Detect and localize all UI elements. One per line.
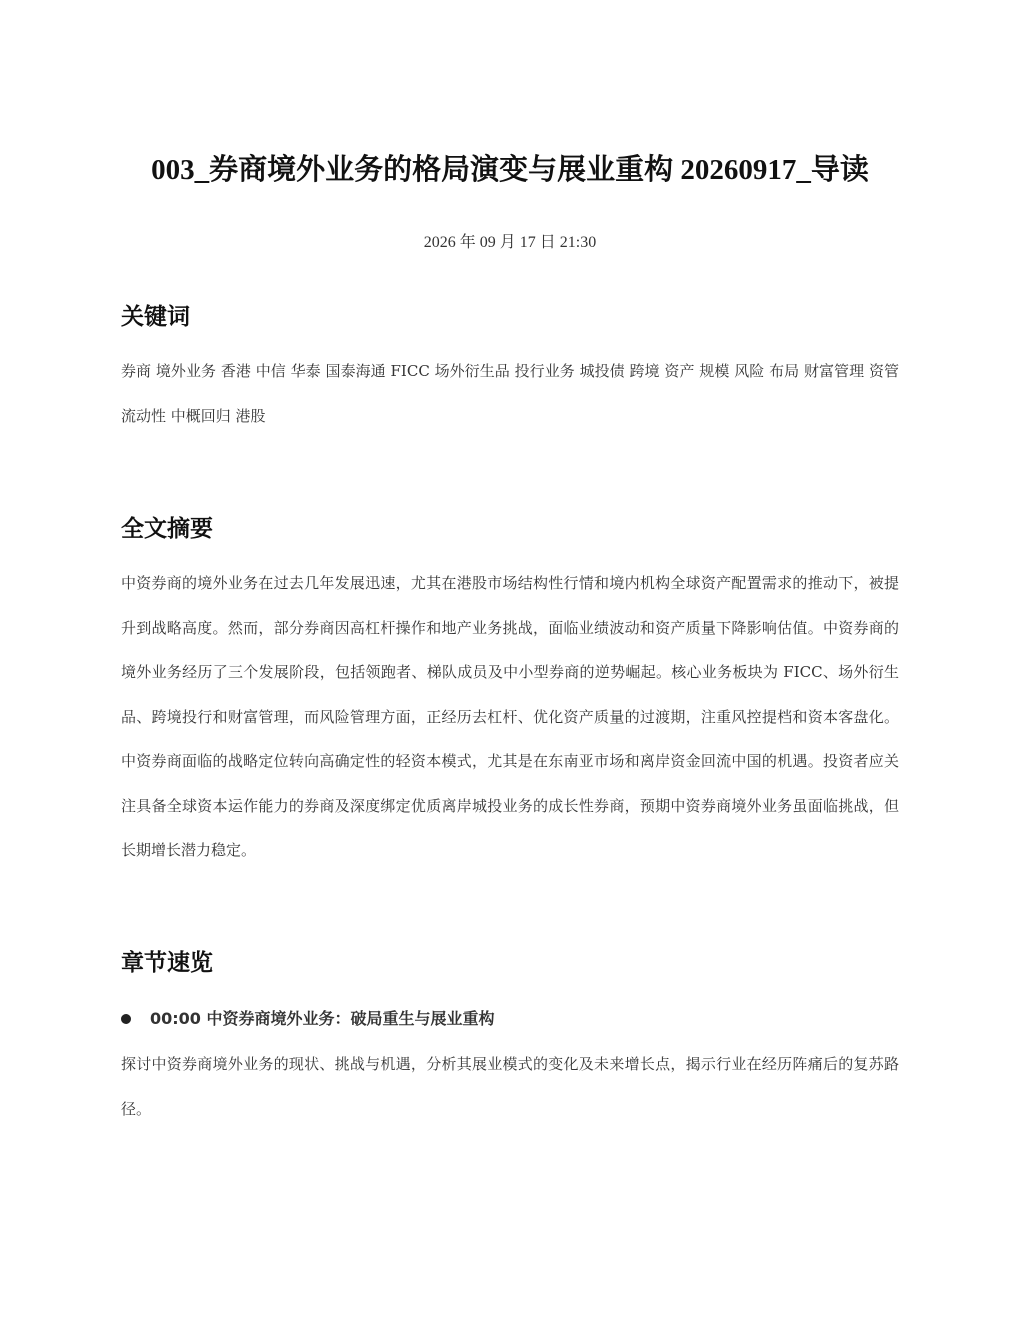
chapters-heading: 章节速览 bbox=[121, 950, 213, 976]
chapter-description: 探讨中资券商境外业务的现状、挑战与机遇，分析其展业模式的变化及未来增长点，揭示行业在经历阵痛后的复苏路径。 bbox=[121, 1055, 899, 1118]
summary-heading: 全文摘要 bbox=[121, 516, 213, 542]
keywords-heading: 关键词 bbox=[121, 304, 190, 330]
document-date: 2026 年 09 月 17 日 21:30 bbox=[423, 234, 597, 251]
document-title: 003_券商境外业务的格局演变与展业重构 20260917_导读 bbox=[151, 154, 869, 186]
bullet-icon bbox=[121, 1014, 131, 1024]
summary-text: 中资券商的境外业务在过去几年发展迅速，尤其在港股市场结构性行情和境内机构全球资产配置需求的推动下，被提升到战略高度。然而，部分券商因高杠杆操作和地产业务挑战，面临业绩波动和资产质量下降影响估值。中资券商的境外业务经历了三个发展阶段，包括领跑者、梯队成员及中小型券商的逆势崛起。核心业务板块为 FICC、场外衍生品、跨境投行和财富管理，而风险管理方面，正经历去杠杆、优化资产质量的过渡期，注重风控提档和资本客盘化。中资券商面临的战略定位转向高确定性的轻资本模式，尤其是在东南亚市场和离岸资金回流中国的机遇。投资者应关注具备全球资本运作能力的券商及深度绑定优质离岸城投业务的成长性券商，预期中资券商境外业务虽面临挑战，但长期增长潜力稳定。 bbox=[121, 574, 899, 859]
chapter-item bbox=[121, 1005, 899, 1033]
chapter-title: 00:00 中资券商境外业务：破局重生与展业重构 bbox=[150, 1009, 495, 1028]
keywords-text: 券商 境外业务 香港 中信 华泰 国泰海通 FICC 场外衍生品 投行业务 城投债 跨境 资产 规模 风险 布局 财富管理 资管 流动性 中概回归 港股 bbox=[121, 362, 899, 425]
